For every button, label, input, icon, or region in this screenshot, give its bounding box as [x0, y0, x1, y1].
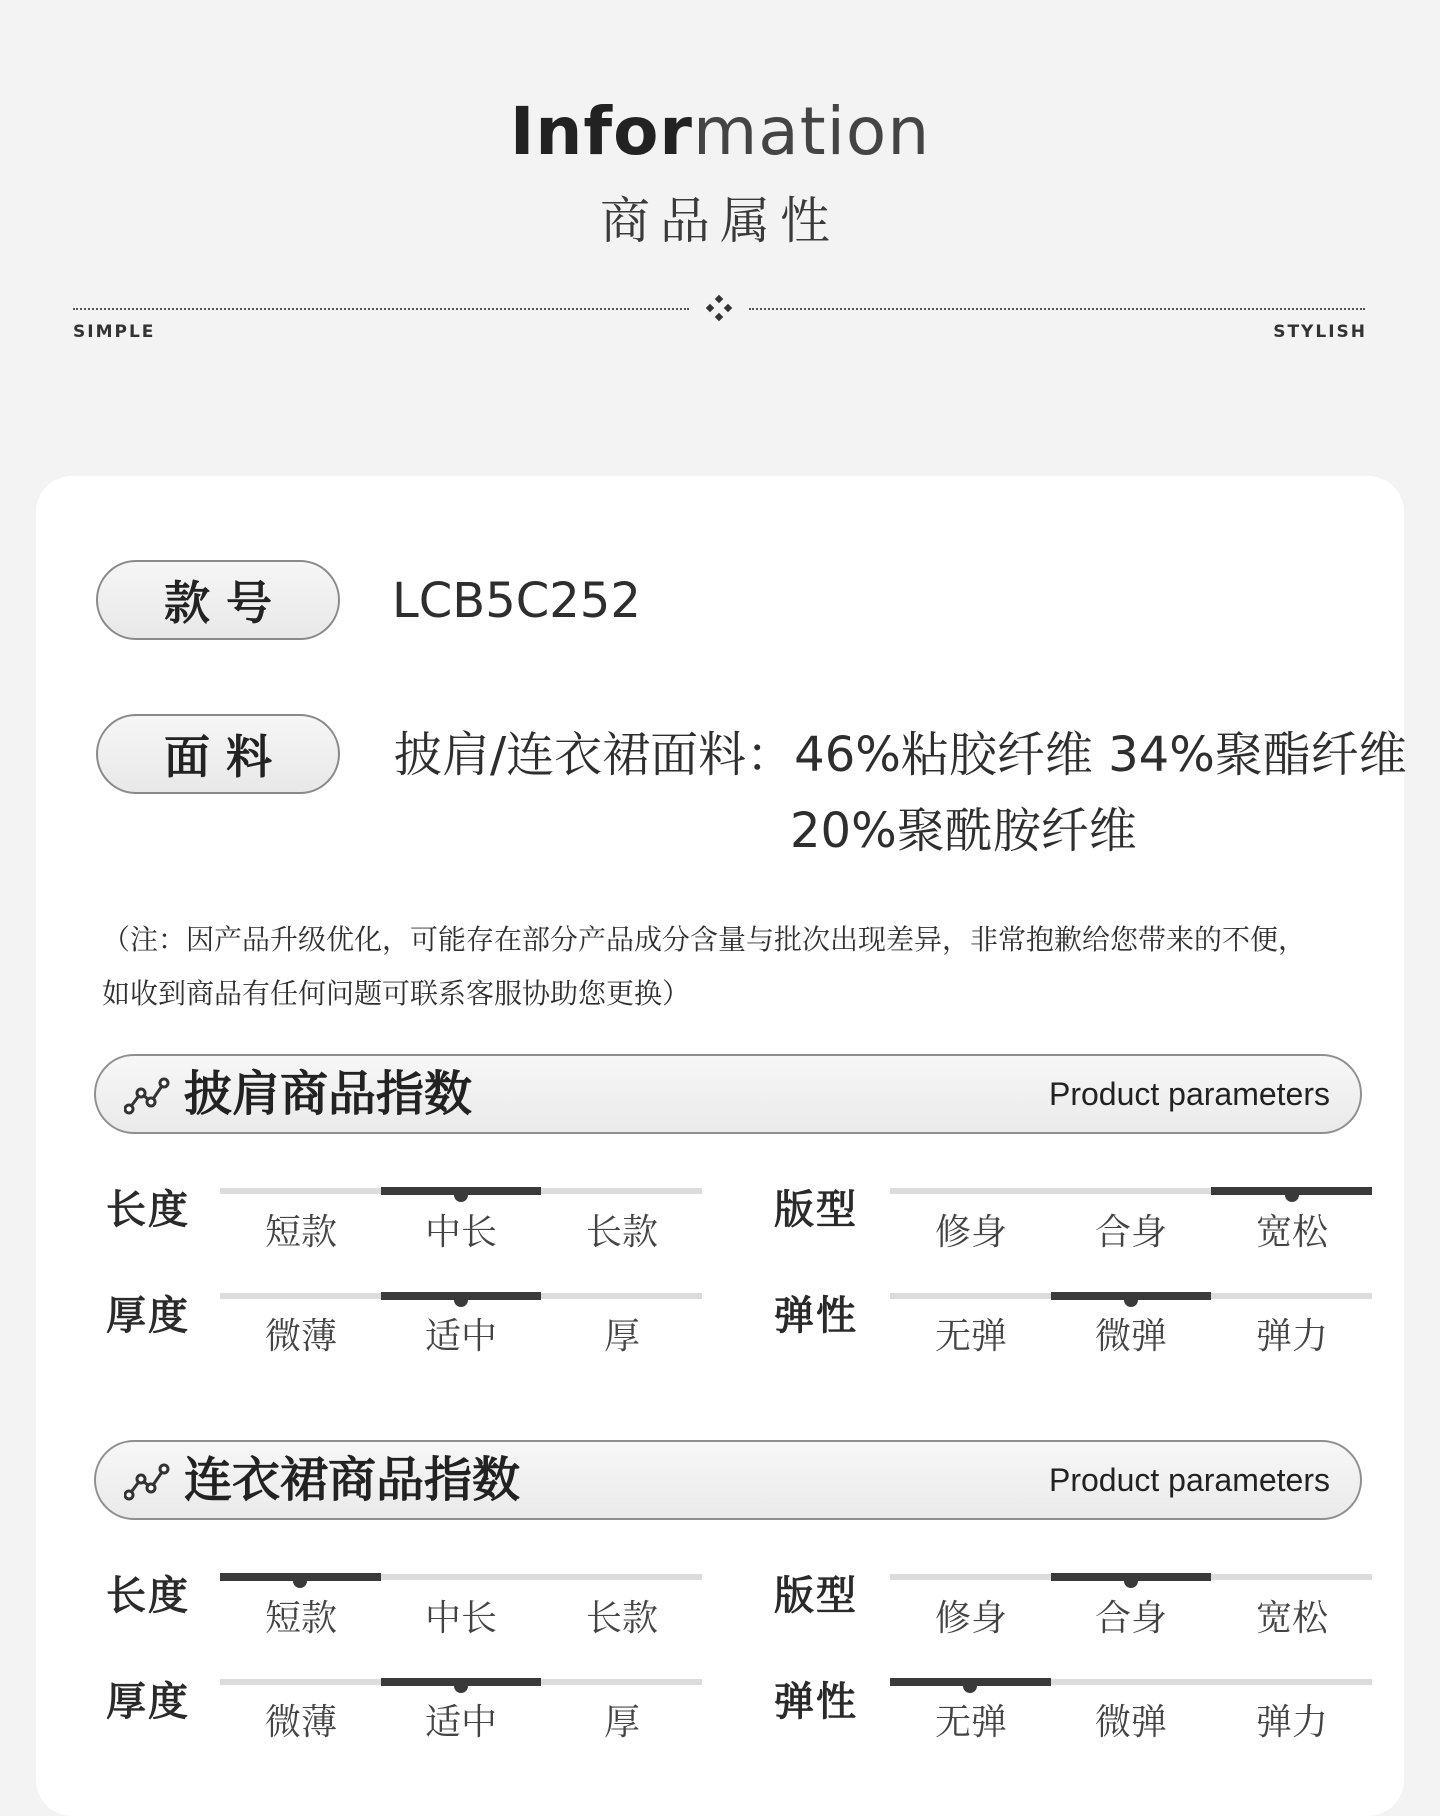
- param-label-elasticity: 弹性: [774, 1679, 858, 1725]
- divider-left: [73, 308, 689, 310]
- selection-knob: [454, 1293, 468, 1307]
- param-label-fit: 版型: [774, 1573, 858, 1619]
- divider-right: [749, 308, 1365, 310]
- option-regular: 合身: [1094, 1212, 1167, 1253]
- option-thick: 厚: [603, 1702, 640, 1743]
- fabric-pill: 面料: [96, 714, 340, 794]
- style-number-pill: 款号: [96, 560, 340, 640]
- section-subtitle: Product parameters: [1048, 1462, 1330, 1498]
- trend-chart-icon: [124, 1462, 170, 1502]
- option-thin: 微薄: [264, 1702, 337, 1743]
- option-short: 短款: [264, 1598, 337, 1639]
- note-line-1: （注：因产品升级优化，可能存在部分产品成分含量与批次出现差异，非常抱歉给您带来的不便，: [102, 923, 1307, 956]
- title-light-part: mation: [692, 93, 931, 170]
- selection-knob: [454, 1679, 468, 1693]
- section-title: 连衣裙商品指数: [184, 1452, 521, 1508]
- option-short: 短款: [264, 1212, 337, 1253]
- selection-knob: [1285, 1188, 1299, 1202]
- option-no-stretch: 无弹: [934, 1316, 1007, 1357]
- option-stretch: 弹力: [1255, 1316, 1328, 1357]
- option-stretch: 弹力: [1255, 1702, 1328, 1743]
- param-label-length: 长度: [106, 1573, 190, 1619]
- diamond-ornament-icon: [706, 295, 732, 321]
- option-long: 长款: [585, 1212, 658, 1253]
- option-no-stretch: 无弹: [934, 1702, 1007, 1743]
- elasticity-scale: [890, 1293, 1372, 1299]
- option-slight-stretch: 微弹: [1094, 1702, 1167, 1743]
- page-title-english: [0, 92, 1440, 172]
- fit-scale: [890, 1574, 1372, 1580]
- option-thin: 微薄: [264, 1316, 337, 1357]
- note-line-2: 如收到商品有任何问题可联系客服协助您更换）: [102, 977, 691, 1010]
- shawl-index-bar: [94, 1054, 1362, 1134]
- fit-scale: [890, 1188, 1372, 1194]
- option-mid-length: 中长: [424, 1212, 497, 1253]
- thickness-scale: [220, 1293, 702, 1299]
- option-medium: 适中: [424, 1702, 497, 1743]
- option-mid-length: 中长: [424, 1598, 497, 1639]
- section-subtitle: Product parameters: [1048, 1076, 1330, 1112]
- selection-knob: [454, 1188, 468, 1202]
- fabric-line-1: 披肩/连衣裙面料：46%粘胶纤维 34%聚酯纤维: [394, 727, 1407, 783]
- option-long: 长款: [585, 1598, 658, 1639]
- title-bold-part: Infor: [509, 93, 693, 170]
- simple-label: SIMPLE: [73, 322, 156, 342]
- option-slim: 修身: [934, 1212, 1007, 1253]
- selection-knob: [1124, 1293, 1138, 1307]
- style-number-value: LCB5C252: [392, 573, 641, 629]
- elasticity-scale: [890, 1679, 1372, 1685]
- option-medium: 适中: [424, 1316, 497, 1357]
- page-title-chinese: 商品属性: [600, 192, 840, 250]
- length-scale: [220, 1188, 702, 1194]
- trend-chart-icon: [124, 1076, 170, 1116]
- option-slight-stretch: 微弹: [1094, 1316, 1167, 1357]
- fabric-line-2: 20%聚酰胺纤维: [790, 803, 1137, 859]
- section-title: 披肩商品指数: [184, 1066, 473, 1122]
- thickness-scale: [220, 1679, 702, 1685]
- param-label-length: 长度: [106, 1187, 190, 1233]
- option-slim: 修身: [934, 1598, 1007, 1639]
- option-loose: 宽松: [1255, 1212, 1328, 1253]
- param-label-thickness: 厚度: [106, 1679, 190, 1725]
- param-label-elasticity: 弹性: [774, 1293, 858, 1339]
- length-scale: [220, 1574, 702, 1580]
- dress-index-bar: [94, 1440, 1362, 1520]
- stylish-label: STYLISH: [1273, 322, 1367, 342]
- option-thick: 厚: [603, 1316, 640, 1357]
- param-label-fit: 版型: [774, 1187, 858, 1233]
- param-label-thickness: 厚度: [106, 1293, 190, 1339]
- option-regular: 合身: [1094, 1598, 1167, 1639]
- option-loose: 宽松: [1255, 1598, 1328, 1639]
- selection-knob: [1124, 1574, 1138, 1588]
